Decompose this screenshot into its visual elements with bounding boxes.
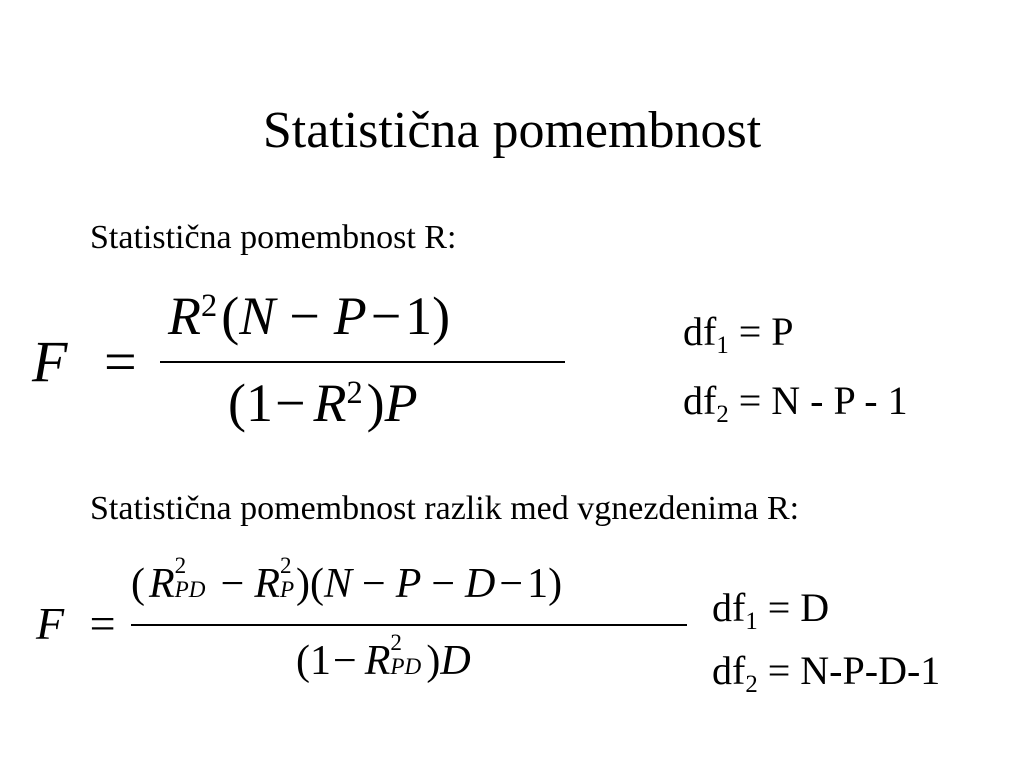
formula2-den-d: D xyxy=(440,638,471,684)
df2-line-2: $df_2 = N-P-D-1$ xyxy=(712,648,941,698)
formula2-num-r1-scripts: 2 PD xyxy=(174,552,206,603)
section2-heading: Statistična pomembnost razlik med vgnezdenima R: xyxy=(90,490,800,527)
formula2-num-close2: ) xyxy=(548,561,563,607)
formula2-num-r2-scripts: 2 P xyxy=(280,552,295,603)
formula1-den-close: ) xyxy=(366,373,385,433)
formula2-num-minus3: − xyxy=(431,561,456,607)
formula1-num-r-exp: 2 xyxy=(201,288,218,325)
formula1-num-open: ( xyxy=(221,286,240,346)
formula2-den-minus: − xyxy=(333,638,357,684)
formula1-den-one: 1 xyxy=(245,373,273,433)
formula1-num-close: ) xyxy=(432,286,451,346)
formula1-num-minus2: − xyxy=(370,286,402,346)
formula2-num-r2: R xyxy=(254,561,280,607)
formula1-equals: = xyxy=(103,329,137,394)
formula2-num-p: P xyxy=(395,561,422,607)
formula1-num-n: N xyxy=(239,286,276,346)
formula1-num-one: 1 xyxy=(405,286,433,346)
formula2-equals: = xyxy=(89,598,116,649)
formula1-den-open: ( xyxy=(228,373,246,433)
formula1-num-minus1: − xyxy=(289,286,320,346)
formula2-num-minus2: − xyxy=(362,561,386,607)
formula1-num-r: R xyxy=(168,286,201,346)
formula2-f: F xyxy=(36,598,65,649)
section1-heading: Statistična pomembnost R: xyxy=(90,219,457,256)
df1-line-1: $df_1 = P$ xyxy=(683,309,794,359)
formula2-num-d: D xyxy=(465,561,496,607)
formula2-denominator xyxy=(296,629,471,685)
formula2-num-open2: ( xyxy=(310,561,324,607)
formula2-num-r1: R xyxy=(149,561,175,607)
formula2-num-minus4: − xyxy=(499,561,524,607)
df2-line-1: $df_1 = D$ xyxy=(712,585,830,635)
formula2-num-one: 1 xyxy=(527,561,549,607)
formula2-den-r-scripts: 2 PD xyxy=(390,629,422,680)
df1-line-2: $df_2 = N - P - 1$ xyxy=(683,378,908,428)
formula2-den-open: ( xyxy=(296,638,310,684)
formula1-numerator xyxy=(168,285,450,347)
formula2-num-n: N xyxy=(324,561,353,607)
formula1-f: F xyxy=(32,329,68,394)
formula2-den-r: R xyxy=(364,638,391,684)
formula1-num-p: P xyxy=(333,286,367,346)
formula1-den-r-exp: 2 xyxy=(346,375,363,412)
formula2-den-close: ) xyxy=(426,638,441,684)
formula2-den-one: 1 xyxy=(310,638,331,684)
formula1-den-r: R xyxy=(313,373,347,433)
formula2-num-open1: ( xyxy=(131,561,145,607)
formula2-num-close1: ) xyxy=(296,561,310,607)
formula2-num-minus1: − xyxy=(220,561,245,607)
formula1-lhs xyxy=(32,328,137,395)
slide-title: Statistična pomembnost xyxy=(262,102,762,159)
formula1-denominator xyxy=(228,372,418,434)
formula2-numerator xyxy=(131,552,563,608)
formula1-fraction-bar xyxy=(160,361,565,363)
formula1-den-p: P xyxy=(384,373,418,433)
formula2-lhs xyxy=(36,597,116,650)
formula1-den-minus: − xyxy=(274,373,306,433)
formula2-fraction-bar xyxy=(131,624,687,626)
